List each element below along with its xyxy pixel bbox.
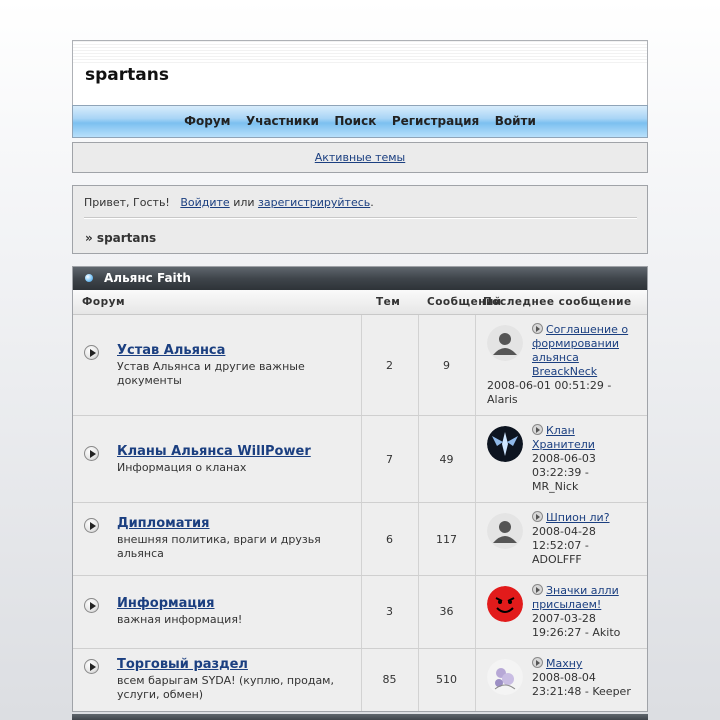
forum-title (117, 516, 210, 531)
forum-description: Информация о кланах (117, 461, 247, 474)
header-last-post: Последнее сообщение (483, 296, 632, 308)
go-to-post-icon[interactable] (532, 584, 543, 595)
nav-search[interactable]: Поиск (334, 114, 377, 128)
post-count: 117 (436, 533, 457, 546)
last-post-info (487, 424, 635, 494)
arrow-icon (84, 598, 99, 613)
last-post-link[interactable]: Соглашение о формировании альянса BreackNeck (532, 323, 629, 378)
greeting-text: Привет, Гость! (84, 196, 170, 209)
forum-title (117, 657, 248, 672)
post-count: 36 (439, 605, 454, 618)
arrow-icon (84, 446, 99, 461)
table-row (73, 416, 647, 503)
forum-link[interactable]: Дипломатия (117, 516, 210, 531)
topic-count: 85 (382, 673, 397, 686)
greeting-period: . (370, 196, 374, 209)
forum-link[interactable]: Информация (117, 596, 215, 611)
nav-forum[interactable]: Форум (184, 114, 231, 128)
login-link[interactable]: Войдите (180, 196, 230, 209)
header-forum: Форум (82, 296, 126, 308)
forum-title (117, 444, 311, 459)
last-post-link[interactable]: Махну (546, 657, 583, 670)
next-category-header (72, 714, 648, 720)
forum-link[interactable]: Торговый раздел (117, 657, 248, 672)
page-wrapper (72, 40, 648, 712)
bullet-icon (85, 274, 93, 282)
forum-title (117, 596, 215, 611)
greeting-panel (72, 185, 648, 254)
header-topics: Тем (376, 296, 401, 308)
last-post-meta: 2008-08-04 23:21:48 - Keeper (532, 671, 631, 698)
last-post-meta: 2007-03-28 19:26:27 - Akito (532, 612, 621, 639)
greeting-or: или (233, 196, 255, 209)
nav-members[interactable]: Участники (245, 114, 319, 128)
site-title: spartans (85, 65, 169, 85)
forum-description: внешняя политика, враги и друзья альянса (117, 533, 321, 560)
last-post-meta: 2008-06-01 00:51:29 - Alaris (487, 379, 612, 406)
main-navigation (72, 105, 648, 138)
table-row (73, 649, 647, 711)
forum-link[interactable]: Кланы Альянса WillPower (117, 444, 311, 459)
nav-login[interactable]: Войти (494, 114, 536, 128)
forum-link[interactable]: Устав Альянса (117, 343, 226, 358)
post-count: 9 (443, 359, 450, 372)
forum-description: всем барыгам SYDA! (куплю, продам, услуги, обмен) (117, 674, 334, 701)
site-header (72, 40, 648, 105)
arrow-icon (84, 518, 99, 533)
table-row (73, 576, 647, 649)
topic-count: 6 (386, 533, 393, 546)
go-to-post-icon[interactable] (532, 511, 543, 522)
category-block (72, 266, 648, 712)
last-post-meta: 2008-06-03 03:22:39 - MR_Nick (532, 452, 596, 493)
post-count: 49 (439, 453, 454, 466)
go-to-post-icon[interactable] (532, 323, 543, 334)
forum-description: Устав Альянса и другие важные документы (117, 360, 305, 387)
arrow-icon (84, 659, 99, 674)
topic-count: 7 (386, 453, 393, 466)
active-topics-link[interactable]: Активные темы (314, 151, 406, 164)
last-post-info (487, 584, 635, 640)
category-title[interactable]: Альянс Faith (104, 271, 191, 285)
greeting-line (84, 196, 374, 209)
last-post-info (487, 657, 635, 699)
register-link[interactable]: зарегистрируйтесь (258, 196, 371, 209)
go-to-post-icon[interactable] (532, 657, 543, 668)
last-post-link[interactable]: Значки алли присылаем! (532, 584, 619, 611)
divider (84, 217, 637, 219)
last-post-link[interactable]: Шпион ли? (546, 511, 610, 524)
last-post-info (487, 511, 635, 567)
arrow-icon (84, 345, 99, 360)
last-post-meta: 2008-04-28 12:52:07 - ADOLFFF (532, 525, 596, 566)
nav-register[interactable]: Регистрация (391, 114, 480, 128)
active-topics-bar (72, 142, 648, 173)
last-post-info (487, 323, 635, 407)
go-to-post-icon[interactable] (532, 424, 543, 435)
breadcrumb: » spartans (85, 231, 157, 245)
table-header (73, 290, 647, 315)
table-row (73, 503, 647, 576)
header-posts: Сообщений (427, 296, 502, 308)
forum-description: важная информация! (117, 613, 243, 626)
topic-count: 3 (386, 605, 393, 618)
last-post-link[interactable]: Клан Хранители (532, 424, 595, 451)
topic-count: 2 (386, 359, 393, 372)
forum-title (117, 343, 225, 358)
post-count: 510 (436, 673, 457, 686)
table-row (73, 315, 647, 416)
category-header (73, 267, 647, 290)
